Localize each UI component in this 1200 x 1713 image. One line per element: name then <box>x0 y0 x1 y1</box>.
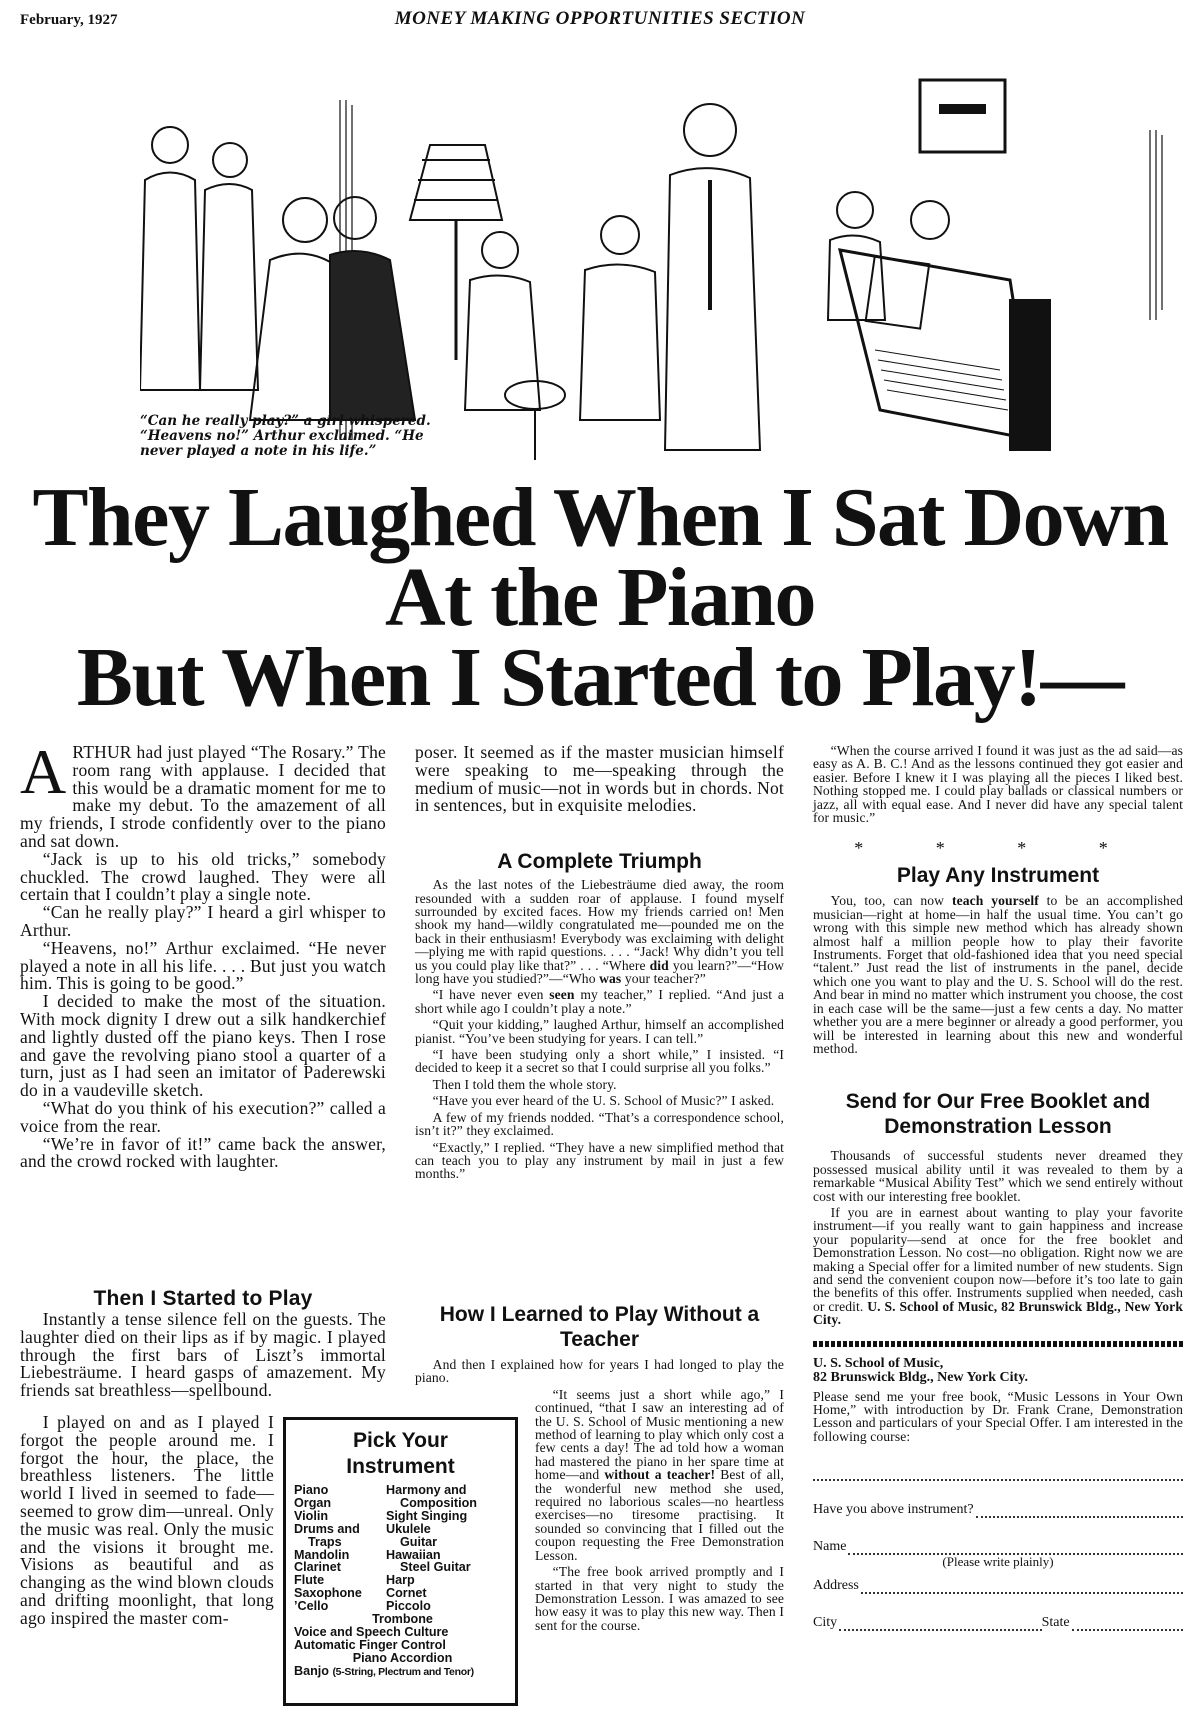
section-heading-then-i-started: Then I Started to Play <box>93 1287 313 1310</box>
instrument-item: Mandolin <box>294 1547 350 1562</box>
paragraph <box>813 1206 1183 1327</box>
instrument-question-field[interactable] <box>813 1502 1183 1518</box>
headline-line-1: They Laughed When I Sat Down <box>32 471 1168 564</box>
bold-text: teach yourself <box>951 893 1039 909</box>
paragraph: “Exactly,” I replied. “They have a new simplified method that can teach you to play any instrument by mail in just a few months.” <box>415 1139 784 1182</box>
column-3 <box>813 744 1183 1631</box>
pick-your-instrument-panel <box>283 1417 518 1706</box>
name-field[interactable] <box>813 1539 1183 1555</box>
piano <box>840 250 1050 450</box>
text-run: As the last notes of the Liebesträume died away, the room resounded with a sudden roar of applause. I found myself surrounded by excited faces. How my friends carried on! Men shook my hand—wildly congratulated me—pounded me on the back in their enthusiasm! Everybody was exclaiming with delight—plying me with rapid questions. . . . “Jack! Why didn’t you tell us you could play like that?” . . . “Where <box>415 877 784 973</box>
instrument-item: Banjo <box>294 1663 329 1678</box>
paragraph <box>415 878 784 985</box>
text-run: to be an accomplished musician—right at home—in half the usual time. You can’t go wrong with this simple new method which has already shown almost half a million people how to play their favorite Instruments. Forget that old-fashioned idea that you need special “talent.” Just read the list of instruments in the panel, decide which one you want to play and the U. S. School will do the rest. And bear in mind no matter which instrument you choose, the cost in each case will be the same—just a few cents a day. No matter whether you are a mere beginner or already a good performer, you will be interested in learning about this new and wonderful method. <box>813 893 1183 1056</box>
paragraph: Instantly a tense silence fell on the guests. The laughter died on their lips as if by magic. I played through the first bars of Liszt’s immortal Liebesträume. I heard gasps of amazement. My friends sat breathless—spellbound. <box>20 1309 386 1401</box>
paragraph: “What do you think of his execution?” called a voice from the rear. <box>20 1097 386 1136</box>
instrument-item: Cornet <box>386 1586 427 1601</box>
column-2 <box>415 744 784 1184</box>
paragraph: I decided to make the most of the situation. With mock dignity I drew out a silk handkerchief and lightly dusted off the piano keys. Then I rose and gave the revolving piano stool a quarter of a turn, just as I had seen an imitator of Paderewski do in a vaudeville sketch. <box>20 991 386 1101</box>
paragraph <box>813 894 1183 1055</box>
text-run: “I have never even <box>432 987 550 1003</box>
text-run: your teacher?” <box>621 971 706 987</box>
instrument-row <box>294 1510 511 1523</box>
paragraph: Then I told them the whole story. <box>432 1076 617 1092</box>
instrument-question-label: Have you above instrument? <box>813 1502 974 1518</box>
text-run: If you are in earnest about wanting to play your favorite instrument—if you really want to gain happiness and increase your popularity—send at once for the free booklet and Demonstration Lesson. No cost—no obligation. Right now we are making a Special offer for a limited number of new students. Sign and send the convenient coupon now—before it’s too late to gain the benefits of this offer. Instruments supplied when needed, cash or credit. <box>813 1204 1183 1314</box>
instrument-item: Guitar <box>400 1534 438 1549</box>
paragraph: A few of my friends nodded. “That’s a correspondence school, isn’t it?” they exclaimed. <box>415 1109 784 1139</box>
instrument-item: Composition <box>400 1495 477 1510</box>
state-label: State <box>1041 1615 1070 1631</box>
section-divider-stars: * * * * <box>854 838 1142 859</box>
instrument-item: Piccolo <box>386 1599 431 1614</box>
paragraph: “We’re in favor of it!” came back the answer, and the crowd rocked with laughter. <box>20 1133 386 1172</box>
city-label: City <box>813 1615 838 1631</box>
column-1 <box>20 736 386 1172</box>
section-heading-play-any-instrument: Play Any Instrument <box>896 864 1100 888</box>
coupon-address-line-1: U. S. School of Music, <box>813 1355 944 1371</box>
paragraph: I played on and as I played I forgot the people around me. I forgot the hour, the place, the breathless listeners. The little world I lived in seemed to fade—seemed to grow dim—unreal. Only the music was real. Only the music and the visions it brought me. Visions as beautiful and as changing as the wind blown clouds and drifting moonlight, that long ago inspired the master com- <box>20 1411 274 1628</box>
paragraph: RTHUR had just played “The Rosary.” The room rang with applause. I decided that this would be a dramatic moment for me to make my debut. To the amazement of all my friends, I strode confidently over to the piano and sat down. <box>20 742 386 851</box>
instrument-item: Drums and <box>294 1521 360 1536</box>
instrument-item: Violin <box>294 1508 329 1523</box>
bold-text: did <box>649 957 669 973</box>
section-title: MONEY MAKING OPPORTUNITIES SECTION <box>394 8 806 29</box>
instrument-list <box>286 1480 515 1679</box>
instrument-item: Steel Guitar <box>400 1560 471 1575</box>
bold-text: seen <box>549 987 575 1003</box>
text-run: you learn?”—“How long have you studied?”—“Who <box>415 957 785 987</box>
illustration-caption: “Can he really play?” a girl whispered. “Heavens no!” Arthur exclaimed. “He never played a note in his life.” <box>140 413 431 459</box>
paragraph <box>415 988 784 1015</box>
instrument-item: Clarinet <box>294 1560 341 1575</box>
coupon-address-line-2: 82 Brunswick Bldg., New York City. <box>813 1369 1028 1385</box>
name-label: Name <box>813 1539 847 1555</box>
paragraph: “Heavens, no!” Arthur exclaimed. “He never played a note in all his life. . . . But just you watch him. This is going to be good.” <box>20 937 386 994</box>
instrument-row <box>294 1523 511 1536</box>
instrument-item: Traps <box>308 1534 342 1549</box>
instrument-row <box>294 1484 511 1497</box>
instrument-item: Organ <box>294 1495 332 1510</box>
piano-stool <box>505 381 565 460</box>
instrument-item: ’Cello <box>294 1599 329 1614</box>
instrument-item: Hawaiian <box>386 1547 441 1562</box>
wall-picture-frame <box>920 80 1005 152</box>
text-run: my teacher,” I replied. “And just a short while ago I couldn’t play a note.” <box>415 987 784 1016</box>
panel-title-line-2: Instrument <box>346 1455 455 1478</box>
coupon-cut-line <box>813 1341 1183 1347</box>
paragraph: poser. It seemed as if the master musician himself were speaking to me—speaking through the medium of music—not in words but in chords. Not in sentences, but in exquisite melodies. <box>415 742 784 816</box>
floor-lamp <box>410 145 502 360</box>
section-heading-free-booklet: Send for Our Free Booklet and Demonstration Lesson <box>845 1090 1151 1139</box>
instrument-item: Flute <box>294 1573 325 1588</box>
paragraph: “When the course arrived I found it was just as the ad said—as easy as A. B. C.! And as the lessons continued they got easier and easier. Before I knew it I was playing all the pieces I liked best. Nothing stopped me. I could play ballads or classical numbers or jazz, all with equal ease. And I never did have any special talent for music.” <box>813 743 1183 826</box>
paragraph: And then I explained how for years I had longed to play the piano. <box>415 1357 784 1386</box>
party-piano-illustration <box>140 60 1200 470</box>
paragraph: “Jack is up to his old tricks,” somebody chuckled. The crowd laughed. They were all certain that I couldn’t play a single note. <box>20 848 386 905</box>
bold-text: U. S. School of Music, 82 Brunswick Bldg., New York City. <box>813 1298 1183 1328</box>
paragraph: “Quit your kidding,” laughed Arthur, himself an accomplished pianist. “You’ve been studying for years. I can tell.” <box>415 1017 784 1046</box>
headline <box>0 471 1200 724</box>
coupon <box>813 1357 1183 1632</box>
instrument-note: (5-String, Plectrum and Tenor) <box>332 1665 474 1678</box>
paragraph: “The free book arrived promptly and I started in that very night to study the Demonstration Lesson. I was amazed to see how easy it was to play this new way. Then I sent for the course. <box>535 1564 784 1633</box>
instrument-item: Sight Singing <box>386 1508 468 1523</box>
panel-title-line-1: Pick Your <box>353 1429 448 1452</box>
instrument-item: Voice and Speech Culture <box>294 1624 449 1639</box>
instrument-item: Harp <box>386 1573 415 1588</box>
instrument-item: Piano Accordion <box>352 1650 453 1665</box>
bold-text: without a teacher! <box>604 1467 716 1483</box>
section-heading-learned-without-teacher: How I Learned to Play Without a Teacher <box>439 1303 760 1351</box>
instrument-item: Trombone <box>372 1612 433 1627</box>
instrument-row <box>294 1536 511 1549</box>
instrument-item: Automatic Finger Control <box>294 1637 446 1652</box>
headline-line-2: At the Piano <box>385 551 815 644</box>
headline-line-3: But When I Started to Play!— <box>76 631 1124 724</box>
section-heading-complete-triumph: A Complete Triumph <box>497 850 702 874</box>
bold-text: was <box>599 971 622 987</box>
coupon-request-text: Please send me your free book, “Music Lessons in Your Own Home,” with introduction by Dr. Frank Crane, Demonstration Lesson and particulars of your Special Offer. I am interested in the following course: <box>813 1388 1183 1444</box>
instrument-row <box>294 1497 511 1510</box>
issue-date: February, 1927 <box>20 12 118 28</box>
drop-cap: A <box>20 736 67 807</box>
text-run: You, too, can now <box>830 893 952 909</box>
instrument-item: Saxophone <box>294 1586 362 1601</box>
guests <box>140 104 949 450</box>
paragraph: “Have you ever heard of the U. S. School of Music?” I asked. <box>432 1093 775 1109</box>
paragraph: Thousands of successful students never dreamed they possessed musical ability until it was revealed to them by a remarkable “Musical Ability Test” which we send entirely without cost with our interesting free booklet. <box>813 1148 1183 1204</box>
text-run: “It seems just a short while ago,” I continued, “that I saw an interesting ad of the U. S. School of Music mentioning a new method of learning to play which only cost a few cents a day! The ad told how a woman had mastered the piano in her spare time at home—and <box>535 1386 784 1483</box>
name-hint: (Please write plainly) <box>942 1554 1054 1570</box>
paragraph: “I have been studying only a short while,” I insisted. “I decided to keep it a secret so that I could surprise all you folks.” <box>415 1047 784 1076</box>
text-run: Best of all, the wonderful new method she used, required no laborious scales—no heartless exercises—no tiresome practising. It sounded so convincing that I filled out the coupon requesting the Free Demonstration Lesson. <box>535 1467 784 1563</box>
instrument-item: Harmony and <box>386 1483 467 1497</box>
instrument-item: Piano <box>294 1483 329 1497</box>
instrument-item: Ukulele <box>386 1521 431 1536</box>
address-field[interactable] <box>813 1578 1183 1594</box>
city-state-field[interactable] <box>813 1615 1183 1631</box>
course-field[interactable] <box>813 1465 1183 1481</box>
paragraph: “Can he really play?” I heard a girl whisper to Arthur. <box>20 902 386 940</box>
address-label: Address <box>813 1578 859 1594</box>
